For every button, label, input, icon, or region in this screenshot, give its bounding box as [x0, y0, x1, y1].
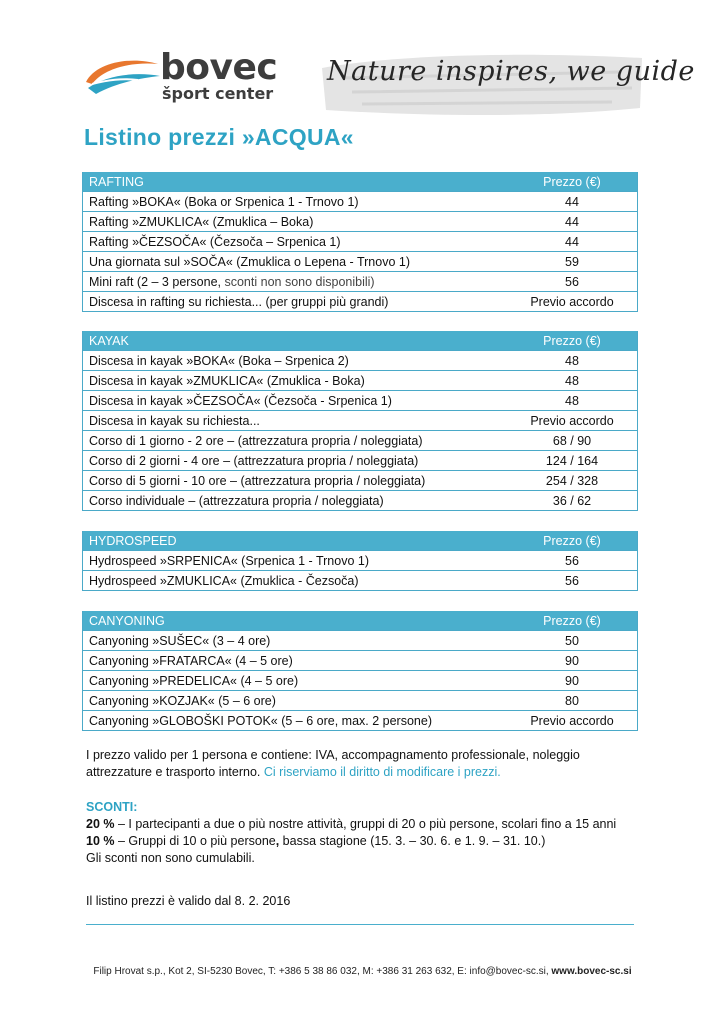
- discount-2-comma: ,: [275, 834, 280, 848]
- discount-2-text-a: – Gruppi di 10 o più persone: [114, 834, 276, 848]
- table-row: [83, 431, 638, 451]
- table-row: [83, 192, 638, 212]
- hydrospeed-table: [82, 531, 638, 591]
- activity-label: Hydrospeed »ZMUKLICA« (Zmuklica - Čezsoča): [83, 571, 508, 591]
- validity-note: [86, 747, 580, 781]
- section-name: KAYAK: [83, 331, 508, 351]
- table-row: [83, 391, 638, 411]
- price-column-header: Prezzo (€): [507, 331, 638, 351]
- activity-price: Previo accordo: [507, 292, 638, 312]
- activity-price: 44: [507, 192, 638, 212]
- logo-subtitle: šport center: [162, 84, 274, 103]
- section-name: CANYONING: [83, 611, 508, 631]
- table-row: [83, 252, 638, 272]
- discount-2-text-b: bassa stagione (15. 3. – 30. 6. e 1. 9. – 31. 10.): [279, 834, 546, 848]
- activity-label: Rafting »BOKA« (Boka or Srpenica 1 - Trnovo 1): [83, 192, 508, 212]
- activity-price: 124 / 164: [507, 451, 638, 471]
- activity-label: Corso di 2 giorni - 4 ore – (attrezzatura propria / noleggiata): [83, 451, 508, 471]
- activity-label: Corso individuale – (attrezzatura propria / noleggiata): [83, 491, 508, 511]
- activity-price: 36 / 62: [507, 491, 638, 511]
- activity-price: 68 / 90: [507, 431, 638, 451]
- table-row: [83, 651, 638, 671]
- activity-label-main: Mini raft (2 – 3 persone,: [89, 274, 225, 289]
- activity-price: 48: [507, 371, 638, 391]
- table-header-row: [83, 531, 638, 551]
- activity-price: 56: [507, 571, 638, 591]
- activity-label: Una giornata sul »SOČA« (Zmuklica o Lepena - Trnovo 1): [83, 252, 508, 272]
- footer-website-link[interactable]: www.bovec-sc.si: [551, 966, 632, 977]
- section-name: RAFTING: [83, 172, 508, 192]
- activity-label: Rafting »ZMUKLICA« (Zmuklica – Boka): [83, 212, 508, 232]
- swoosh-logo-icon: [82, 54, 162, 98]
- activity-price: Previo accordo: [507, 411, 638, 431]
- table-header-row: [83, 611, 638, 631]
- activity-price: 56: [507, 272, 638, 292]
- activity-label: Canyoning »GLOBOŠKI POTOK« (5 – 6 ore, max. 2 persone): [83, 711, 508, 731]
- discount-line-1: [86, 816, 616, 833]
- table-row: [83, 292, 638, 312]
- discount-1-percent: 20 %: [86, 817, 115, 831]
- activity-label: Corso di 5 giorni - 10 ore – (attrezzatura propria / noleggiata): [83, 471, 508, 491]
- activity-label: Discesa in kayak »ZMUKLICA« (Zmuklica - Boka): [83, 371, 508, 391]
- activity-price: Previo accordo: [507, 711, 638, 731]
- activity-label: Discesa in rafting su richiesta... (per gruppi più grandi): [83, 292, 508, 312]
- activity-label: Discesa in kayak »BOKA« (Boka – Srpenica 2): [83, 351, 508, 371]
- kayak-table: [82, 331, 638, 511]
- table-row: [83, 451, 638, 471]
- table-row: [83, 371, 638, 391]
- table-row: [83, 411, 638, 431]
- table-header-row: [83, 331, 638, 351]
- activity-price: 44: [507, 212, 638, 232]
- discounts-block: [86, 799, 616, 867]
- activity-label: Corso di 1 giorno - 2 ore – (attrezzatura propria / noleggiata): [83, 431, 508, 451]
- validity-line-2-main: attrezzature e trasporto interno.: [86, 765, 264, 779]
- activity-price: 90: [507, 671, 638, 691]
- canyoning-table: [82, 611, 638, 731]
- activity-label: Discesa in kayak »ČEZSOČA« (Čezsoča - Srpenica 1): [83, 391, 508, 411]
- table-row: [83, 491, 638, 511]
- rafting-table: [82, 172, 638, 312]
- activity-price: 44: [507, 232, 638, 252]
- validity-line-2: [86, 764, 580, 781]
- table-row: [83, 551, 638, 571]
- activity-price: 90: [507, 651, 638, 671]
- activity-price: 50: [507, 631, 638, 651]
- activity-label: Canyoning »KOZJAK« (5 – 6 ore): [83, 691, 508, 711]
- footer-contact: Filip Hrovat s.p., Kot 2, SI-5230 Bovec, T: +386 5 38 86 032, M: +386 31 263 632, E: info@bovec-sc.si,: [93, 966, 552, 977]
- activity-price: 48: [507, 391, 638, 411]
- slogan: Nature inspires, we guide: [327, 56, 695, 87]
- valid-from: Il listino prezzi è valido dal 8. 2. 2016: [86, 894, 291, 908]
- activity-label-note: sconti non sono disponibili): [224, 274, 375, 289]
- table-row: [83, 272, 638, 292]
- page-title: Listino prezzi »ACQUA«: [84, 124, 354, 150]
- page-header: [82, 40, 695, 125]
- footer-divider: [86, 924, 634, 925]
- activity-price: 56: [507, 551, 638, 571]
- activity-label: Canyoning »PREDELICA« (4 – 5 ore): [83, 671, 508, 691]
- logo-name: bovec: [160, 47, 278, 88]
- table-header-row: [83, 172, 638, 192]
- table-row: [83, 711, 638, 731]
- footer: [0, 966, 725, 977]
- activity-label: Discesa in kayak su richiesta...: [83, 411, 508, 431]
- table-row: [83, 671, 638, 691]
- activity-label: [83, 272, 508, 292]
- activity-label: Hydrospeed »SRPENICA« (Srpenica 1 - Trnovo 1): [83, 551, 508, 571]
- validity-line-1: I prezzo valido per 1 persona e contiene: IVA, accompagnamento professionale, noleggio: [86, 748, 580, 762]
- activity-price: 48: [507, 351, 638, 371]
- activity-label: Canyoning »SUŠEC« (3 – 4 ore): [83, 631, 508, 651]
- price-column-header: Prezzo (€): [507, 531, 638, 551]
- activity-price: 59: [507, 252, 638, 272]
- table-row: [83, 571, 638, 591]
- discount-1-text: – I partecipanti a due o più nostre attività, gruppi di 20 o più persone, scolari fino a 15 anni: [114, 817, 617, 831]
- table-row: [83, 351, 638, 371]
- table-row: [83, 471, 638, 491]
- activity-price: 80: [507, 691, 638, 711]
- discounts-title: SCONTI:: [86, 800, 138, 814]
- validity-line-2-disclaimer: Ci riserviamo il diritto di modificare i prezzi.: [263, 765, 501, 779]
- table-row: [83, 691, 638, 711]
- section-name: HYDROSPEED: [83, 531, 508, 551]
- discount-2-percent: 10 %: [86, 834, 115, 848]
- discount-line-2: [86, 833, 616, 850]
- activity-label: Canyoning »FRATARCA« (4 – 5 ore): [83, 651, 508, 671]
- activity-price: 254 / 328: [507, 471, 638, 491]
- price-column-header: Prezzo (€): [507, 611, 638, 631]
- activity-label: Rafting »ČEZSOČA« (Čezsoča – Srpenica 1): [83, 232, 508, 252]
- discount-note: Gli sconti non sono cumulabili.: [86, 851, 255, 865]
- logo-wordmark: [160, 47, 278, 103]
- price-column-header: Prezzo (€): [507, 172, 638, 192]
- table-row: [83, 631, 638, 651]
- table-row: [83, 232, 638, 252]
- table-row: [83, 212, 638, 232]
